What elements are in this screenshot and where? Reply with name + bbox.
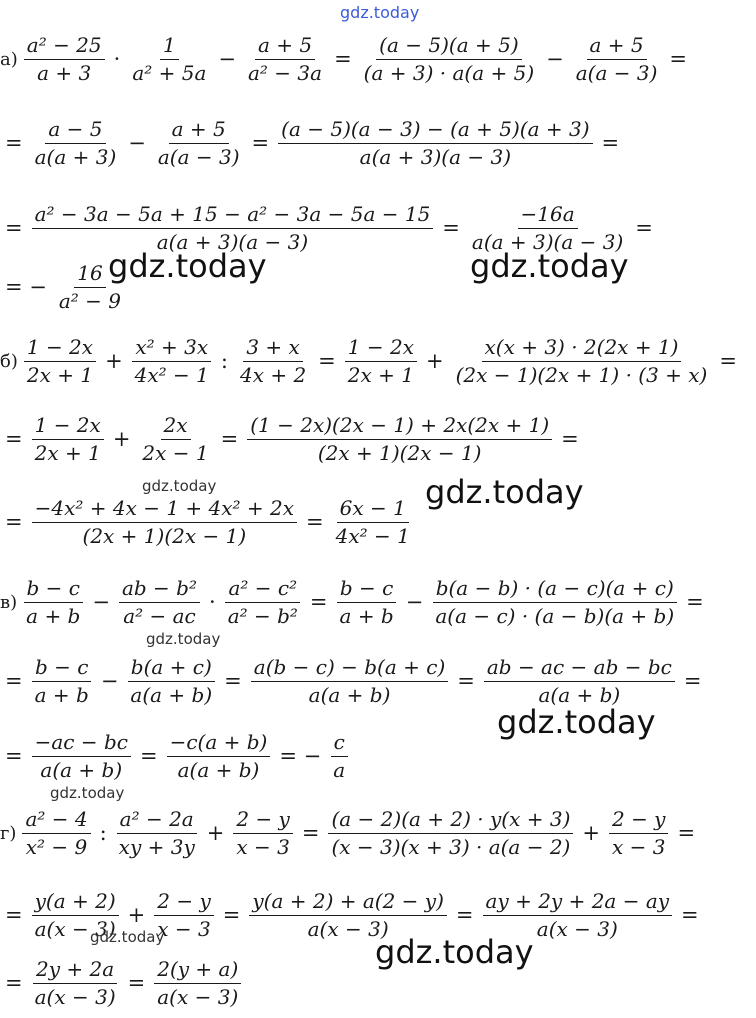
numerator: 2 − y — [609, 808, 669, 834]
numerator: 2 − y — [154, 890, 214, 916]
numerator: −c(a + b) — [167, 731, 271, 757]
operator: + — [127, 903, 146, 927]
fraction — [119, 577, 200, 628]
denominator: a² − 3a — [248, 60, 323, 85]
numerator: a² − c² — [225, 577, 300, 603]
operator: = — [222, 903, 241, 927]
fraction — [23, 577, 83, 628]
denominator: a + b — [339, 603, 394, 628]
numerator: 1 − 2x — [32, 414, 104, 440]
fraction — [245, 34, 325, 85]
fraction — [154, 958, 241, 1009]
equation-line — [0, 24, 692, 94]
watermark-small: gdz.today — [142, 477, 217, 495]
denominator: a(a − c) · (a − b)(a + b) — [435, 603, 675, 628]
denominator: xy + 3y — [118, 834, 195, 859]
operator: = — [561, 427, 579, 451]
denominator: a(a + 3)(a − 3) — [471, 229, 624, 254]
numerator: a + 5 — [255, 34, 315, 60]
operator: = — [251, 131, 270, 155]
watermark-small: gdz.today — [50, 784, 125, 802]
fraction — [24, 34, 105, 85]
problem-label: б) — [0, 350, 18, 372]
denominator: (x − 3)(x + 3) · a(a − 2) — [331, 834, 571, 859]
fraction — [167, 731, 271, 782]
denominator: a(x − 3) — [307, 916, 389, 941]
operator: = — [601, 131, 620, 155]
denominator: 2x + 1 — [34, 440, 101, 465]
numerator: x² + 3x — [132, 336, 211, 362]
fraction — [330, 731, 348, 782]
numerator: a(b − c) − b(a + c) — [251, 656, 448, 682]
fraction — [32, 497, 297, 548]
fraction — [139, 414, 211, 465]
operator: = — [5, 903, 23, 927]
operator: = — [5, 971, 23, 995]
fraction — [32, 414, 104, 465]
operator: = — [686, 590, 704, 614]
equation-line — [0, 798, 700, 868]
fraction — [345, 336, 417, 387]
numerator: 2(y + a) — [154, 958, 241, 984]
operator: = — [5, 669, 23, 693]
numerator: a − 5 — [45, 118, 105, 144]
fraction — [333, 497, 413, 548]
denominator: 2x − 1 — [142, 440, 209, 465]
numerator: b(a − b) · (a − c)(a + c) — [433, 577, 677, 603]
operator: + — [582, 821, 600, 845]
operator: = — [318, 349, 336, 373]
operator: − — [218, 47, 236, 71]
watermark: gdz.today — [375, 933, 534, 971]
fraction — [32, 203, 434, 254]
numerator: b(a + c) — [128, 656, 215, 682]
denominator: a — [333, 757, 346, 782]
operator: = — [301, 821, 320, 845]
operator: = — [635, 216, 653, 240]
denominator: a(x − 3) — [536, 916, 618, 941]
numerator: 6x − 1 — [337, 497, 409, 523]
equation-line — [0, 567, 709, 637]
equation-line — [0, 326, 742, 396]
operator: = − — [279, 744, 322, 768]
fraction — [361, 34, 537, 85]
numerator: y(a + 2) — [32, 890, 119, 916]
fraction — [251, 656, 448, 707]
fraction — [432, 577, 677, 628]
operator: − — [128, 131, 146, 155]
numerator: 16 — [74, 262, 105, 288]
denominator: a(x − 3) — [34, 916, 116, 941]
equation-line — [0, 721, 352, 791]
numerator: −4x² + 4x − 1 + 4x² + 2x — [32, 497, 297, 523]
operator: = — [309, 590, 328, 614]
denominator: a² − ac — [123, 603, 196, 628]
numerator: c — [331, 731, 348, 757]
denominator: a² + 5a — [132, 60, 207, 85]
numerator: ab − b² — [119, 577, 200, 603]
operator: · — [113, 47, 121, 71]
numerator: 2 − y — [233, 808, 293, 834]
numerator: (a − 2)(a + 2) · y(x + 3) — [328, 808, 573, 834]
operator: − — [92, 590, 110, 614]
watermark: gdz.today — [470, 247, 629, 285]
fraction — [484, 656, 675, 707]
denominator: a² − b² — [227, 603, 298, 628]
numerator: (a − 5)(a − 3) − (a + 5)(a + 3) — [278, 118, 592, 144]
denominator: a(a + 3)(a − 3) — [156, 229, 309, 254]
denominator: a(a + b) — [40, 757, 123, 782]
numerator: a² − 4 — [22, 808, 90, 834]
denominator: a(a + b) — [177, 757, 260, 782]
denominator: (2x + 1)(2x − 1) — [317, 440, 482, 465]
numerator: −16a — [518, 203, 578, 229]
operator: = — [224, 669, 242, 693]
denominator: a(a − 3) — [157, 144, 240, 169]
operator: = — [220, 427, 239, 451]
operator: = — [719, 349, 737, 373]
numerator: (a − 5)(a + 5) — [376, 34, 521, 60]
denominator: a + b — [34, 682, 89, 707]
numerator: (1 − 2x)(2x − 1) + 2x(2x + 1) — [247, 414, 552, 440]
fraction — [328, 808, 573, 859]
fraction — [22, 808, 90, 859]
operator: · — [209, 590, 216, 614]
denominator: x − 3 — [236, 834, 290, 859]
denominator: a + b — [26, 603, 81, 628]
denominator: a(a + 3) — [34, 144, 117, 169]
fraction — [32, 731, 131, 782]
fraction — [609, 808, 669, 859]
denominator: a(x − 3) — [34, 984, 116, 1009]
numerator: b − c — [337, 577, 396, 603]
operator: = — [455, 903, 474, 927]
equation-line — [0, 404, 584, 474]
denominator: (a + 3) · a(a + 5) — [363, 60, 535, 85]
denominator: a² − 9 — [58, 288, 122, 313]
numerator: b − c — [24, 577, 83, 603]
equation-line — [0, 948, 245, 1018]
operator: − — [546, 47, 564, 71]
fraction — [155, 118, 243, 169]
fraction — [127, 656, 215, 707]
operator: = — [5, 216, 23, 240]
numerator: a + 5 — [169, 118, 229, 144]
problem-label: в) — [0, 591, 18, 613]
operator: = − — [5, 275, 47, 299]
operator: = — [683, 669, 702, 693]
denominator: a(a + 3)(a − 3) — [359, 144, 512, 169]
denominator: x − 3 — [157, 916, 211, 941]
denominator: a(a − 3) — [575, 60, 658, 85]
numerator: a + 5 — [587, 34, 647, 60]
denominator: 4x² − 1 — [335, 523, 410, 548]
equation-line — [0, 108, 624, 178]
watermark-small: gdz.today — [146, 630, 221, 648]
operator: = — [5, 131, 23, 155]
numerator: 3 + x — [243, 336, 302, 362]
denominator: a + 3 — [37, 60, 92, 85]
operator: : — [99, 821, 107, 845]
denominator: 4x² − 1 — [134, 362, 209, 387]
numerator: a² − 2a — [117, 808, 197, 834]
fraction — [337, 577, 397, 628]
numerator: ab − ac − ab − bc — [484, 656, 675, 682]
denominator: (2x − 1)(2x + 1) · (3 + x) — [455, 362, 708, 387]
denominator: a(a + b) — [130, 682, 213, 707]
fraction — [129, 34, 209, 85]
operator: = — [127, 971, 146, 995]
fraction — [225, 577, 301, 628]
fraction — [32, 118, 120, 169]
operator: + — [206, 821, 225, 845]
numerator: 1 — [160, 34, 179, 60]
fraction — [233, 808, 293, 859]
denominator: a(a + b) — [308, 682, 391, 707]
fraction — [24, 336, 96, 387]
denominator: a(x − 3) — [157, 984, 239, 1009]
operator: − — [405, 590, 424, 614]
fraction — [573, 34, 661, 85]
problem-label: а) — [0, 48, 18, 70]
fraction — [132, 336, 212, 387]
fraction — [453, 336, 711, 387]
numerator: y(a + 2) + a(2 − y) — [249, 890, 447, 916]
operator: = — [442, 216, 460, 240]
operator: = — [669, 47, 687, 71]
equation-line — [0, 487, 417, 557]
fraction — [32, 958, 119, 1009]
operator: = — [5, 510, 23, 534]
fraction — [469, 203, 626, 254]
operator: + — [112, 427, 131, 451]
watermark: gdz.today — [108, 247, 267, 285]
numerator: 1 − 2x — [345, 336, 417, 362]
problem-label: г) — [0, 822, 17, 844]
fraction — [116, 808, 198, 859]
operator: = — [681, 903, 699, 927]
fraction — [278, 118, 592, 169]
operator: = — [334, 47, 352, 71]
numerator: b − c — [32, 656, 91, 682]
operator: + — [105, 349, 123, 373]
watermark-top: gdz.today — [340, 3, 420, 22]
denominator: x² − 9 — [25, 834, 88, 859]
numerator: a² − 3a − 5a + 15 − a² − 3a − 5a − 15 — [32, 203, 434, 229]
denominator: 4x + 2 — [239, 362, 307, 387]
denominator: a(a + b) — [538, 682, 621, 707]
watermark-small: gdz.today — [90, 928, 165, 946]
numerator: 2y + 2a — [33, 958, 117, 984]
watermark: gdz.today — [497, 703, 656, 741]
fraction — [247, 414, 552, 465]
operator: = — [677, 821, 696, 845]
denominator: (2x + 1)(2x − 1) — [82, 523, 247, 548]
operator: − — [100, 669, 119, 693]
watermark: gdz.today — [425, 473, 584, 511]
numerator: 1 − 2x — [24, 336, 96, 362]
fraction — [32, 656, 92, 707]
numerator: −ac − bc — [32, 731, 131, 757]
denominator: 2x + 1 — [347, 362, 414, 387]
numerator: ay + 2y + 2a − ay — [483, 890, 673, 916]
denominator: x − 3 — [611, 834, 666, 859]
operator: = — [139, 744, 158, 768]
operator: = — [306, 510, 324, 534]
operator: = — [5, 744, 23, 768]
operator: : — [220, 349, 228, 373]
denominator: 2x + 1 — [26, 362, 94, 387]
operator: = — [457, 669, 475, 693]
numerator: 2x — [161, 414, 191, 440]
operator: + — [425, 349, 444, 373]
numerator: x(x + 3) · 2(2x + 1) — [482, 336, 682, 362]
operator: = — [5, 427, 23, 451]
fraction — [237, 336, 309, 387]
numerator: a² − 25 — [24, 34, 105, 60]
